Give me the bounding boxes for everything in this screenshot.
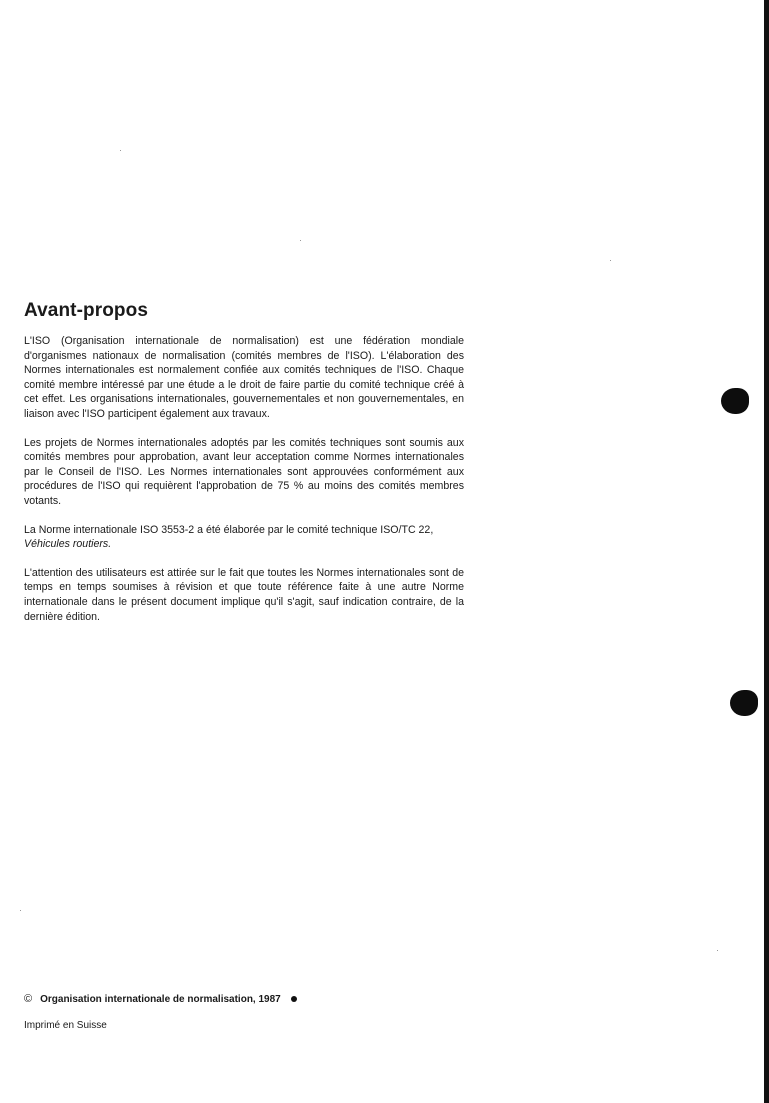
copyright-text: Organisation internationale de normalisation, 1987	[40, 993, 281, 1005]
scan-speck	[20, 910, 21, 911]
scan-speck	[120, 150, 121, 151]
scan-speck	[717, 950, 718, 951]
paragraph-2: Les projets de Normes internationales adoptés par les comités techniques sont soumis aux comités membres pour approbation, avant leur acceptation comme Normes internationales par le Conseil de l'ISO. Les Normes internationales sont approuvées conformément aux procédures de l'ISO qui requièrent l'approbation de 75 % au moins des comités membres votants.	[24, 436, 464, 507]
paragraph-3	[24, 523, 464, 552]
committee-name: Véhicules routiers.	[24, 538, 112, 551]
scan-edge	[764, 0, 769, 1103]
printed-in: Imprimé en Suisse	[24, 1020, 107, 1031]
paragraph-4: L'attention des utilisateurs est attirée sur le fait que toutes les Normes internationales sont de temps en temps soumises à révision et que toute référence faite à une autre Norme internationale dans le présent document implique qu'il s'agit, sauf indication contraire, de la dernière édition.	[24, 566, 464, 623]
scan-speck	[610, 260, 611, 261]
copyright-line	[24, 993, 297, 1005]
paragraph-1: L'ISO (Organisation internationale de normalisation) est une fédération mondiale d'organismes nationaux de normalisation (comités membres de l'ISO). L'élaboration des Normes internationales est normalement confiée aux comités techniques de l'ISO. Chaque comité membre intéressé par une étude a le droit de faire partie du comité technique créé à cet effet. Les organisations internationales, gouvernementales et non gouvernementales, en liaison avec l'ISO participent également aux travaux.	[24, 335, 464, 420]
paragraph-3-text: La Norme internationale ISO 3553-2 a été élaborée par le comité technique ISO/TC 22,	[24, 523, 434, 536]
scan-speck	[300, 240, 301, 241]
copyright-icon: ©	[24, 993, 33, 1005]
bullet-icon	[291, 996, 297, 1002]
foreword-section	[24, 300, 464, 638]
punch-hole-top	[721, 388, 749, 414]
punch-hole-bottom	[730, 690, 758, 716]
section-title: Avant-propos	[24, 300, 148, 321]
